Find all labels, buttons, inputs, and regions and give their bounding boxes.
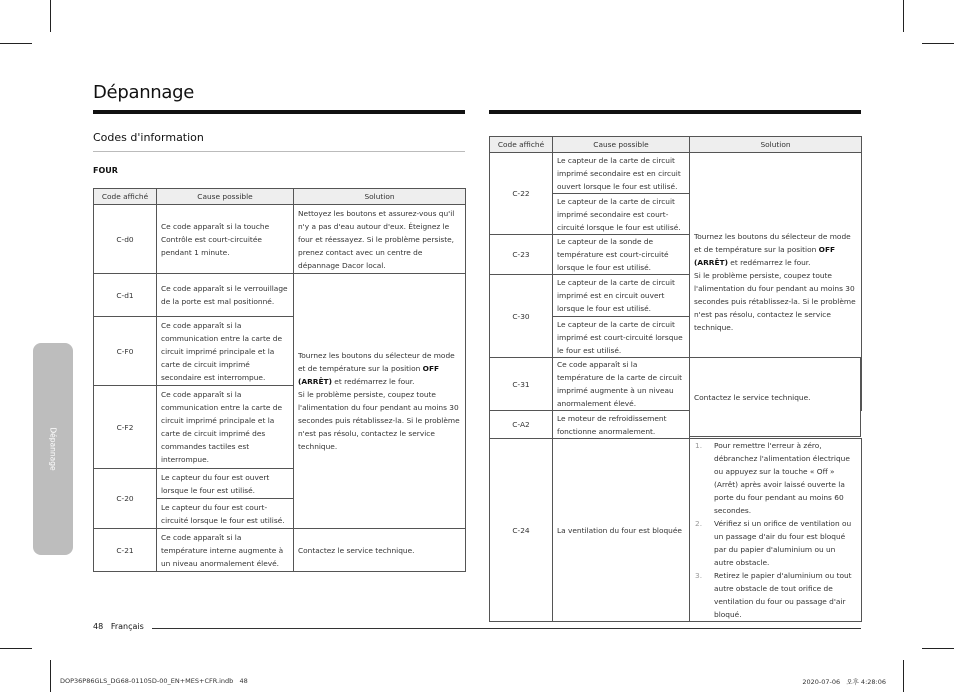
header-solution: Solution [690,137,862,153]
subheading: FOUR [93,166,118,175]
title-rule-left [93,110,465,114]
cause-cell: Le capteur de la carte de circuit imprimé est en circuit ouvert lorsque le four est utilisé. [553,275,690,317]
table-header-row [94,189,466,205]
solution-text: Contactez le service technique. [694,392,811,402]
cause-cell: Le capteur de la carte de circuit imprimé est court-circuité lorsque le four est utilisé. [553,317,690,358]
table-row [94,205,466,274]
footer-rule [152,628,861,629]
side-tab [33,343,73,555]
header-code: Code affiché [490,137,553,153]
crop-mark [0,648,32,649]
solution-text: et redémarrez le four. [331,377,415,386]
list-item [694,569,857,621]
imprint-time: 오후 4:28:06 [846,678,886,686]
code-cell: C-31 [490,358,553,411]
cause-cell: Ce code apparaît si le verrouillage de la porte est mal positionné. [157,274,294,317]
crop-mark [50,0,51,32]
header-cause: Cause possible [553,137,690,153]
cause-cell: Ce code apparaît si la touche Contrôle est court-circuitée pendant 1 minute. [157,205,294,274]
section-divider [93,151,465,152]
solution-bold: OFF (ARRÊT) [694,244,836,267]
side-tab-label: Dépannage [48,427,58,471]
cause-cell: Le capteur de la carte de circuit imprimé secondaire est court-circuité lorsque le four est utilisé. [553,194,690,235]
solution-cell: Nettoyez les boutons et assurez-vous qu'il n'y a pas d'eau autour d'eux. Éteignez le four et réessayez. Si le problème persiste, prenez contact avec un centre de dépannage Dacor local. [294,205,466,274]
crop-mark [50,660,51,692]
code-cell: C-24 [490,439,553,622]
solution-text: Tournez les boutons du sélecteur de mode et de température sur la position [298,351,455,373]
table-row [490,153,862,194]
table-row [94,274,466,317]
code-cell: C-d1 [94,274,157,317]
cause-cell: Le capteur de la sonde de température est court-circuité lorsque le four est utilisé. [553,235,690,275]
cause-cell: Ce code apparaît si la température interne augmente à un niveau anormalement élevé. [157,529,294,572]
service-solution-cell [689,357,861,437]
table-row [490,439,862,622]
code-cell: C-21 [94,529,157,572]
crop-mark [0,43,32,44]
table-row [94,529,466,572]
page-footer [93,622,144,631]
crop-mark [903,660,904,692]
code-cell: C-F2 [94,386,157,469]
steps-list [694,439,857,621]
header-solution: Solution [294,189,466,205]
imprint-date [802,677,886,686]
cause-cell: Le capteur du four est ouvert lorsque le four est utilisé. [157,469,294,499]
step-text: Retirez le papier d'aluminium ou tout autre obstacle de tout orifice de ventilation du four ou passage d'air bloqué. [714,571,852,619]
cause-cell: Ce code apparaît si la température de la carte de circuit imprimé augmente à un niveau anormalement élevé. [553,358,690,411]
shared-solution-cell [294,274,466,529]
imprint-date-value: 2020-07-06 [802,678,841,686]
cause-cell: La ventilation du four est bloquée [553,439,690,622]
code-cell: C-30 [490,275,553,358]
cause-cell: Le moteur de refroidissement fonctionne anormalement. [553,411,690,439]
crop-mark [922,43,954,44]
page-number: 48 [93,622,104,631]
left-info-table [93,188,466,572]
code-cell: C-F0 [94,317,157,386]
imprint-file [60,677,248,685]
code-cell: C-22 [490,153,553,235]
cause-cell: Ce code apparaît si la communication entre la carte de circuit imprimé principale et la carte de circuit imprimé des commandes tactiles est interrompue. [157,386,294,469]
solution-text: Si le problème persiste, coupez toute l'alimentation du four pendant au moins 30 secondes puis rétablissez-la. Si le problème n'est pas résolu, contactez le service technique. [694,270,856,332]
table-header-row [490,137,862,153]
step-text: Pour remettre l'erreur à zéro, débranchez l'alimentation électrique ou appuyez sur la touche « Off » (Arrêt) après avoir laissé ouverte la porte du four pendant au moins 60 secondes. [714,441,850,515]
code-cell: C-20 [94,469,157,529]
list-item [694,439,857,517]
solution-bold: OFF (ARRÊT) [298,364,440,386]
code-cell: C-A2 [490,411,553,439]
list-item [694,517,857,569]
step-number: 1. [695,441,703,450]
solution-text: Tournez les boutons du sélecteur de mode et de température sur la position [694,231,851,254]
solution-cell: Contactez le service technique. [294,529,466,572]
file-page: 48 [239,677,248,685]
cause-cell: Ce code apparaît si la communication entre la carte de circuit imprimé principale et la carte de circuit imprimé secondaire est interrompue. [157,317,294,386]
file-name: DOP36P86GLS_DG68-01105D-00_EN+MES+CFR.indb [60,677,234,685]
header-code: Code affiché [94,189,157,205]
step-text: Vérifiez si un orifice de ventilation ou un passage d'air du four est bloqué par du papier d'aluminium ou un autre obstacle. [714,519,852,567]
header-cause: Cause possible [157,189,294,205]
crop-mark [922,648,954,649]
step-number: 3. [695,571,703,580]
code-cell: C-23 [490,235,553,275]
crop-mark [903,0,904,32]
page-title: Dépannage [93,82,195,103]
solution-text: Si le problème persiste, coupez toute l'alimentation du four pendant au moins 30 secondes puis rétablissez-la. Si le problème n'est pas résolu, contactez le service technique. [298,390,460,451]
step-number: 2. [695,519,703,528]
section-title: Codes d'information [93,131,204,144]
code-cell: C-d0 [94,205,157,274]
page-language: Français [110,622,144,631]
cause-cell: Le capteur du four est court-circuité lorsque le four est utilisé. [157,499,294,529]
solution-text: et redémarrez le four. [727,257,811,267]
solution-cell [690,439,862,622]
title-rule-right [489,110,861,114]
cause-cell: Le capteur de la carte de circuit imprimé secondaire est en circuit ouvert lorsque le four est utilisé. [553,153,690,194]
